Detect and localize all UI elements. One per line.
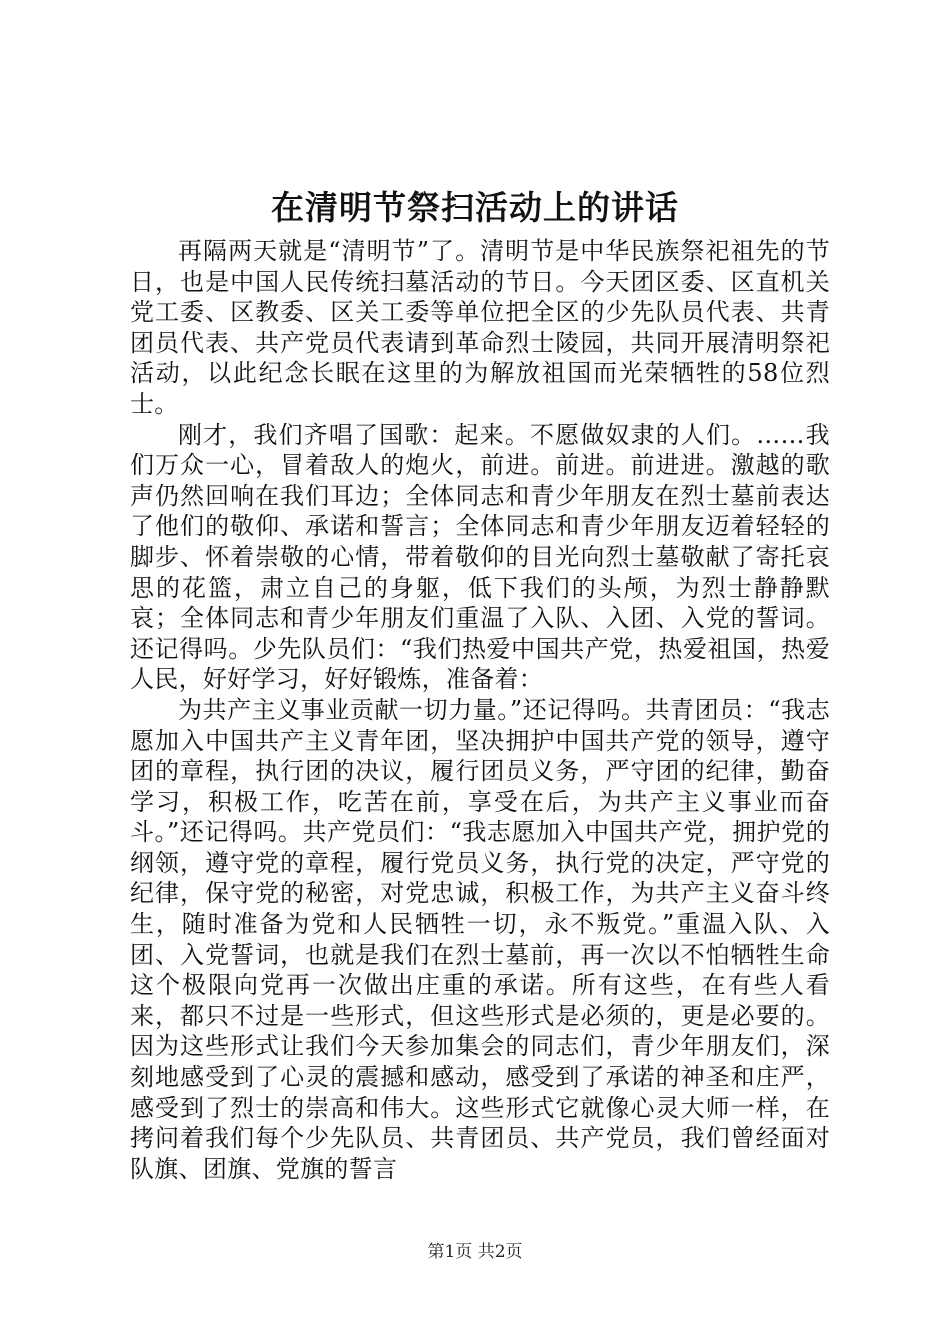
page-footer <box>0 1240 950 1264</box>
page-number-current: 第1页 <box>427 1242 473 1262</box>
page-number-total: 共2页 <box>477 1242 523 1262</box>
document-title: 在清明节祭扫活动上的讲话 <box>271 188 679 227</box>
paragraph-2: 刚才，我们齐唱了国歌：起来。不愿做奴隶的人们。……我们万众一心，冒着敌人的炮火，前进。前进。前进进。激越的歌声仍然回响在我们耳边；全体同志和青少年朋友在烈士墓前表达了他们的敬仰、承诺和誓言；全体同志和青少年朋友迈着轻轻的脚步、怀着崇敬的心情，带着敬仰的目光向烈士墓敬献了寄托哀思的花篮，肃立自己的身躯，低下我们的头颅，为烈士静静默哀；全体同志和青少年朋友们重温了入队、入团、入党的誓词。还记得吗。少先队员们：“我们热爱中国共产党，热爱祖国，热爱人民，好好学习，好好锻炼，准备着： <box>130 420 830 694</box>
document-body <box>130 236 830 1184</box>
paragraph-1: 再隔两天就是“清明节”了。清明节是中华民族祭祀祖先的节日，也是中国人民传统扫墓活动的节日。今天团区委、区直机关党工委、区教委、区关工委等单位把全区的少先队员代表、共青团员代表、共产党员代表请到革命烈士陵园，共同开展清明祭祀活动，以此纪念长眠在这里的为解放祖国而光荣牺牲的58位烈士。 <box>130 237 830 418</box>
paragraph-3: 为共产主义事业贡献一切力量。”还记得吗。共青团员：“我志愿加入中国共产主义青年团，坚决拥护中国共产党的领导，遵守团的章程，执行团的决议，履行团员义务，严守团的纪律，勤奋学习，积极工作，吃苦在前，享受在后，为共产主义事业而奋斗。”还记得吗。共产党员们：“我志愿加入中国共产党，拥护党的纲领，遵守党的章程，履行党员义务，执行党的决定，严守党的纪律，保守党的秘密，对党忠诚，积极工作，为共产主义奋斗终生，随时准备为党和人民牺牲一切，永不叛党。”重温入队、入团、入党誓词，也就是我们在烈士墓前，再一次以不怕牺牲生命这个极限向党再一次做出庄重的承诺。所有这些，在有些人看来，都只不过是一些形式，但这些形式是必须的，更是必要的。因为这些形式让我们今天参加集会的同志们，青少年朋友们，深刻地感受到了心灵的震撼和感动，感受到了承诺的神圣和庄严，感受到了烈士的崇高和伟大。这些形式它就像心灵大师一样，在拷问着我们每个少先队员、共青团员、共产党员，我们曾经面对队旗、团旗、党旗的誓言 <box>130 695 830 1183</box>
